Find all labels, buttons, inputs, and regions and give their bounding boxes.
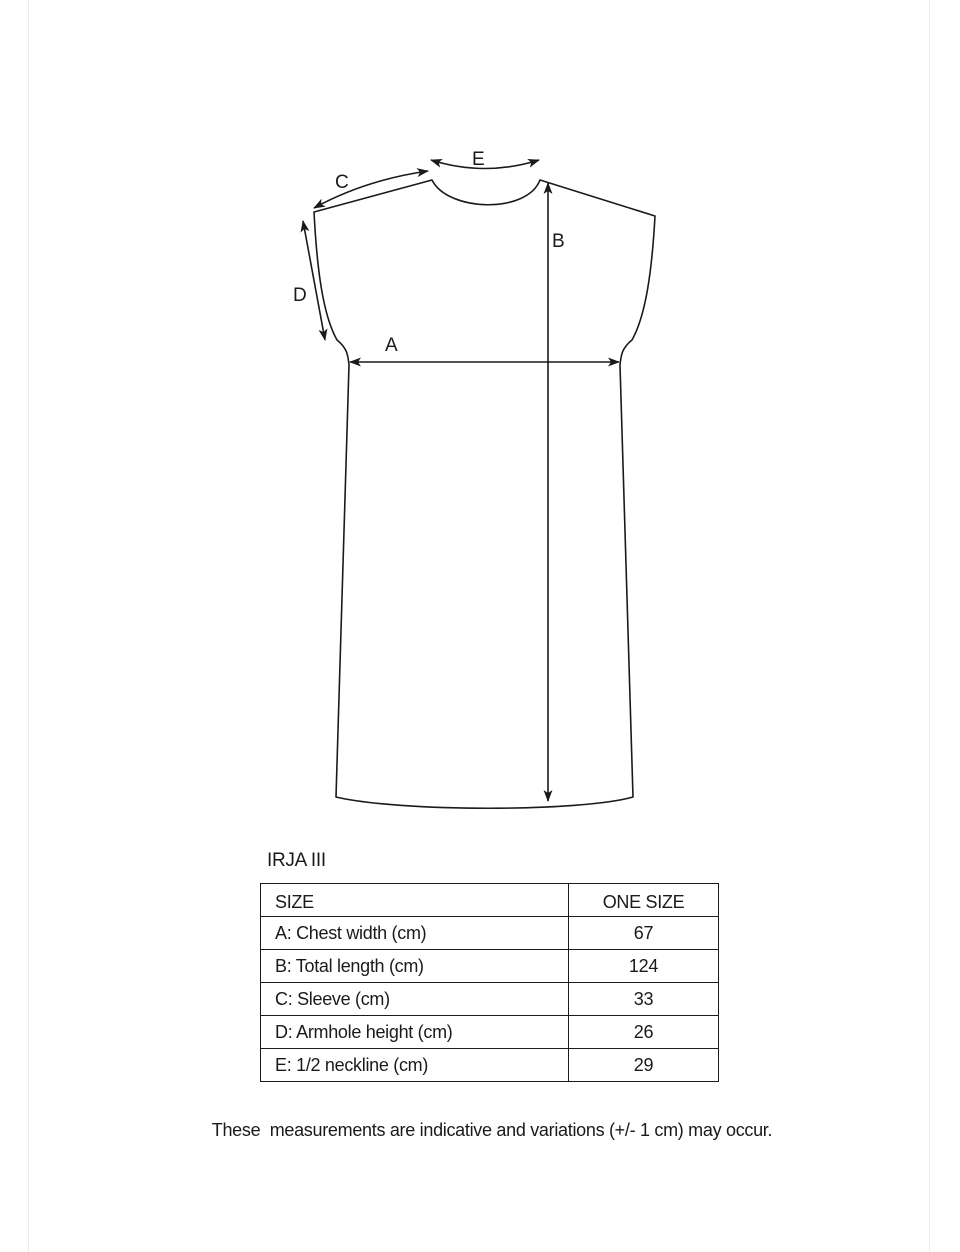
label-d: D [293,285,307,306]
table-row [261,950,719,983]
measurement-disclaimer: These measurements are indicative and variations (+/- 1 cm) may occur. [211,1120,773,1140]
size-table [260,883,719,1082]
table-row [261,983,719,1016]
label-a: A [385,335,398,356]
label-c: C [335,172,349,193]
measure-d-arrow [303,221,325,340]
row-value: 29 [569,1049,719,1082]
table-row [261,917,719,950]
row-value: 124 [569,950,719,983]
table-header-row [261,884,719,917]
measure-c-arrow [314,171,428,208]
row-label: D: Armhole height (cm) [261,1016,569,1049]
row-value: 67 [569,917,719,950]
label-b: B [552,231,565,252]
table-row [261,1016,719,1049]
product-name: IRJA III [267,850,326,871]
table-row [261,1049,719,1082]
row-label: E: 1/2 neckline (cm) [261,1049,569,1082]
measure-e-arrow [431,160,539,169]
row-label: C: Sleeve (cm) [261,983,569,1016]
row-value: 33 [569,983,719,1016]
row-value: 26 [569,1016,719,1049]
table-header-label: SIZE [261,884,569,917]
row-label: B: Total length (cm) [261,950,569,983]
table-header-value: ONE SIZE [569,884,719,917]
label-e: E [472,149,485,170]
dress-outline [314,180,655,808]
row-label: A: Chest width (cm) [261,917,569,950]
